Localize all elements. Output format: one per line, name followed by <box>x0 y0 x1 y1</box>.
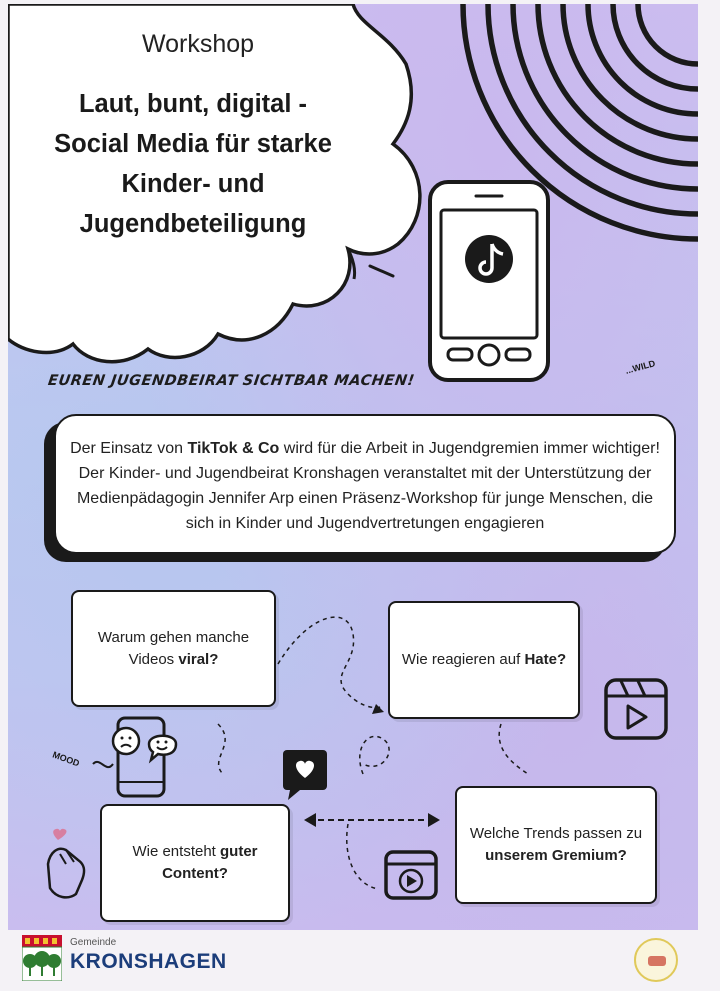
municipality-label: Gemeinde <box>70 937 117 948</box>
question-text-pre: Warum gehen manche Videos <box>97 628 250 668</box>
wild-doodle: ...WILD <box>624 358 657 376</box>
intro-text-bold: TikTok & Co <box>187 440 280 457</box>
question-text <box>79 627 268 671</box>
question-text-bold: unserem Gremium? <box>485 847 627 864</box>
coat-of-arms-icon <box>22 935 62 981</box>
mood-doodle: MOOD <box>51 749 81 769</box>
question-text-bold: Hate? <box>524 651 567 668</box>
question-text-pre: Wie entsteht <box>132 843 221 860</box>
intro-text-post: wird für die Arbeit in Jugendgremien immer wichtiger! Der Kinder- und Jugendbeirat Kronshagen veranstaltet mit der Unterstützung der Medienpädagogin Jennifer Arp einen Präsenz-Workshop für junge Menschen, die sich in Kinder und Jugendvertretungen engagieren <box>76 440 660 532</box>
title-line: Social Media für starke <box>54 130 332 158</box>
question-text-pre: Welche Trends passen zu <box>469 825 643 842</box>
intro-text-box <box>54 414 676 554</box>
question-text <box>402 649 566 671</box>
footer <box>0 930 720 991</box>
question-box-viral <box>71 590 276 707</box>
question-text-bold: viral? <box>178 650 219 668</box>
workshop-label: Workshop <box>141 30 255 58</box>
seal-icon <box>634 938 678 982</box>
intro-text-pre: Der Einsatz von <box>70 440 188 457</box>
question-box-content <box>100 804 290 922</box>
title-line: Kinder- und <box>121 170 265 198</box>
subheading: EUREN JUGENDBEIRAT SICHTBAR MACHEN! <box>46 373 416 389</box>
title-line: Jugendbeteiligung <box>79 210 307 238</box>
question-text <box>108 841 282 885</box>
question-box-trends <box>455 786 657 904</box>
question-text-bold: guter Content? <box>162 843 258 882</box>
poster-title <box>18 84 368 244</box>
question-box-hate <box>388 601 580 719</box>
town-name: KRONSHAGEN <box>70 950 227 973</box>
question-text-pre: Wie reagieren auf <box>401 651 525 668</box>
question-text <box>463 823 649 867</box>
poster <box>8 4 698 930</box>
title-line: Laut, bunt, digital - <box>78 90 308 118</box>
